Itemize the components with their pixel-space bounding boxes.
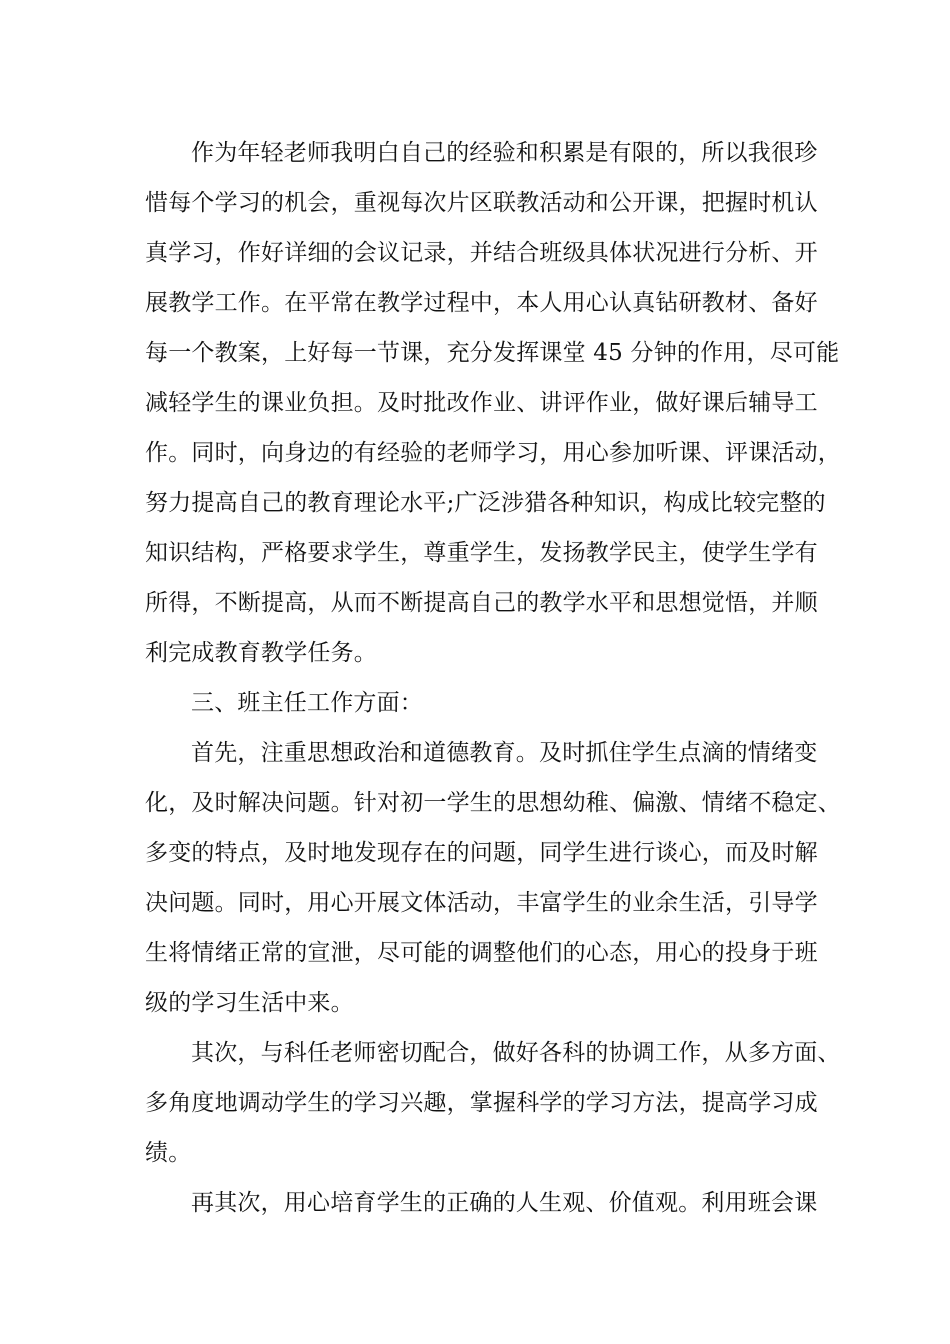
text-line: 减轻学生的课业负担。及时批改作业、讲评作业，做好课后辅导工 xyxy=(145,390,818,416)
text-line: 化，及时解决问题。针对初一学生的思想幼稚、偏激、情绪不稳定、 xyxy=(145,790,841,816)
text-line: 利完成教育教学任务。 xyxy=(145,640,377,666)
text-line: 生将情绪正常的宣泄，尽可能的调整他们的心态，用心的投身于班 xyxy=(145,940,818,966)
document-body xyxy=(145,128,841,1228)
text-line: 多角度地调动学生的学习兴趣，掌握科学的学习方法，提高学习成 xyxy=(145,1090,818,1116)
text-line: 作。同时，向身边的有经验的老师学习，用心参加听课、评课活动， xyxy=(145,440,841,466)
text-line: 惜每个学习的机会，重视每次片区联教活动和公开课，把握时机认 xyxy=(145,190,818,216)
text-line: 绩。 xyxy=(145,1140,192,1166)
text-line: 其次，与科任老师密切配合，做好各科的协调工作，从多方面、 xyxy=(191,1040,841,1066)
text-line: 决问题。同时，用心开展文体活动，丰富学生的业余生活，引导学 xyxy=(145,890,818,916)
text-line: 级的学习生活中来。 xyxy=(145,990,354,1016)
text-line: 知识结构，严格要求学生，尊重学生，发扬教学民主，使学生学有 xyxy=(145,540,818,566)
text-line: 真学习，作好详细的会议记录，并结合班级具体状况进行分析、开 xyxy=(145,240,818,266)
text-line: 每一个教案，上好每一节课，充分发挥课堂 45 分钟的作用，尽可能 xyxy=(145,340,840,366)
text-line: 首先，注重思想政治和道德教育。及时抓住学生点滴的情绪变 xyxy=(191,740,818,766)
text-line: 多变的特点，及时地发现存在的问题，同学生进行谈心，而及时解 xyxy=(145,840,818,866)
text-line: 作为年轻老师我明白自己的经验和积累是有限的，所以我很珍 xyxy=(191,140,818,166)
text-line: 展教学工作。在平常在教学过程中，本人用心认真钻研教材、备好 xyxy=(145,290,818,316)
text-line: 努力提高自己的教育理论水平;广泛涉猎各种知识，构成比较完整的 xyxy=(145,490,826,516)
text-line: 所得，不断提高，从而不断提高自己的教学水平和思想觉悟，并顺 xyxy=(145,590,818,616)
text-line: 再其次，用心培育学生的正确的人生观、价值观。利用班会课 xyxy=(191,1190,818,1216)
section-heading: 三、班主任工作方面： xyxy=(191,690,423,716)
